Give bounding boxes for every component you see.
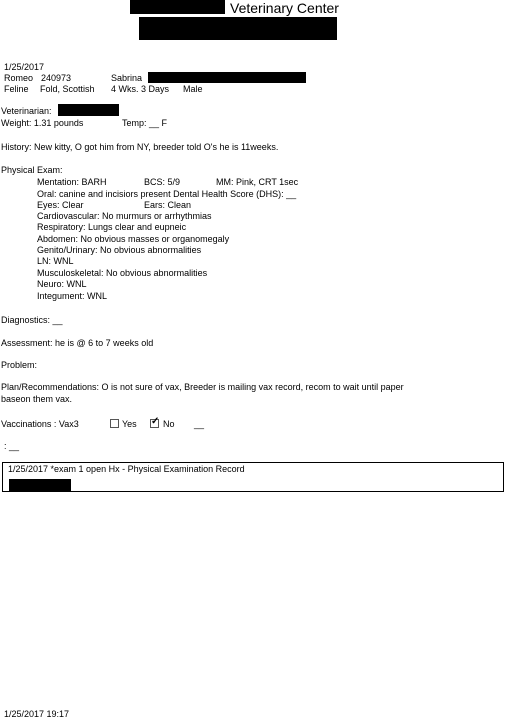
temp-line: Temp: __ F xyxy=(122,118,168,128)
redacted-clinic-address xyxy=(139,17,337,40)
plan-line-1: Plan/Recommendations: O is not sure of vax, Breeder is mailing vax record, recom to wait until paper xyxy=(1,382,404,392)
weight-line: Weight: 1.31 pounds xyxy=(1,118,84,128)
redacted-clinic-name xyxy=(130,0,225,14)
patient-name: Romeo xyxy=(4,73,34,83)
exam-cardiovascular: Cardiovascular: No murmurs or arrhythmias xyxy=(37,211,212,221)
exam-eyes: Eyes: Clear xyxy=(37,200,84,210)
exam-genito-urinary: Genito/Urinary: No obvious abnormalities xyxy=(37,245,202,255)
redacted-veterinarian xyxy=(58,104,119,116)
exam-ears: Ears: Clean xyxy=(144,200,192,210)
clinic-title: Veterinary Center xyxy=(230,0,339,16)
patient-breed: Fold, Scottish xyxy=(40,84,95,94)
record-entry-box xyxy=(2,462,504,492)
exam-abdomen: Abdomen: No obvious masses or organomegaly xyxy=(37,234,230,244)
patient-id: 240973 xyxy=(41,73,72,83)
plan-line-2: baseon them vax. xyxy=(1,394,73,404)
vaccinations-label: Vaccinations : Vax3 xyxy=(1,419,79,429)
footer-timestamp: 1/25/2017 19:17 xyxy=(4,709,70,719)
colon-line: : __ xyxy=(4,441,20,451)
problem-line: Problem: xyxy=(1,360,38,370)
exam-oral: Oral: canine and incisiors present Dental Health Score (DHS): __ xyxy=(37,189,297,199)
veterinarian-label: Veterinarian: xyxy=(1,106,52,116)
vaccination-blank: __ xyxy=(194,419,205,429)
vaccination-no-label: No xyxy=(163,419,175,429)
vaccination-yes-checkbox[interactable] xyxy=(110,419,119,428)
patient-species: Feline xyxy=(4,84,29,94)
vaccination-yes-label: Yes xyxy=(122,419,137,429)
checkmark-icon: ✓ xyxy=(151,416,160,427)
vaccination-no-checkbox[interactable] xyxy=(150,416,160,428)
exam-neuro: Neuro: WNL xyxy=(37,279,87,289)
history-line: History: New kitty, O got him from NY, breeder told O's he is 11weeks. xyxy=(1,142,279,152)
exam-bcs: BCS: 5/9 xyxy=(144,177,181,187)
exam-musculoskeletal: Musculoskeletal: No obvious abnormalities xyxy=(37,268,208,278)
redacted-record-detail xyxy=(9,479,71,492)
exam-integument: Integument: WNL xyxy=(37,291,108,301)
assessment-line: Assessment: he is @ 6 to 7 weeks old xyxy=(1,338,154,348)
record-date: 1/25/2017 xyxy=(4,62,45,72)
redacted-owner-last-name xyxy=(148,72,306,83)
patient-sex: Male xyxy=(183,84,203,94)
exam-mm: MM: Pink, CRT 1sec xyxy=(216,177,299,187)
record-entry-text: 1/25/2017 *exam 1 open Hx - Physical Examination Record xyxy=(8,464,245,474)
owner-name: Sabrina xyxy=(111,73,143,83)
exam-mentation: Mentation: BARH xyxy=(37,177,107,187)
patient-age: 4 Wks. 3 Days xyxy=(111,84,170,94)
diagnostics-line: Diagnostics: __ xyxy=(1,315,63,325)
exam-ln: LN: WNL xyxy=(37,256,74,266)
exam-respiratory: Respiratory: Lungs clear and eupneic xyxy=(37,222,187,232)
physical-exam-heading: Physical Exam: xyxy=(1,165,63,175)
